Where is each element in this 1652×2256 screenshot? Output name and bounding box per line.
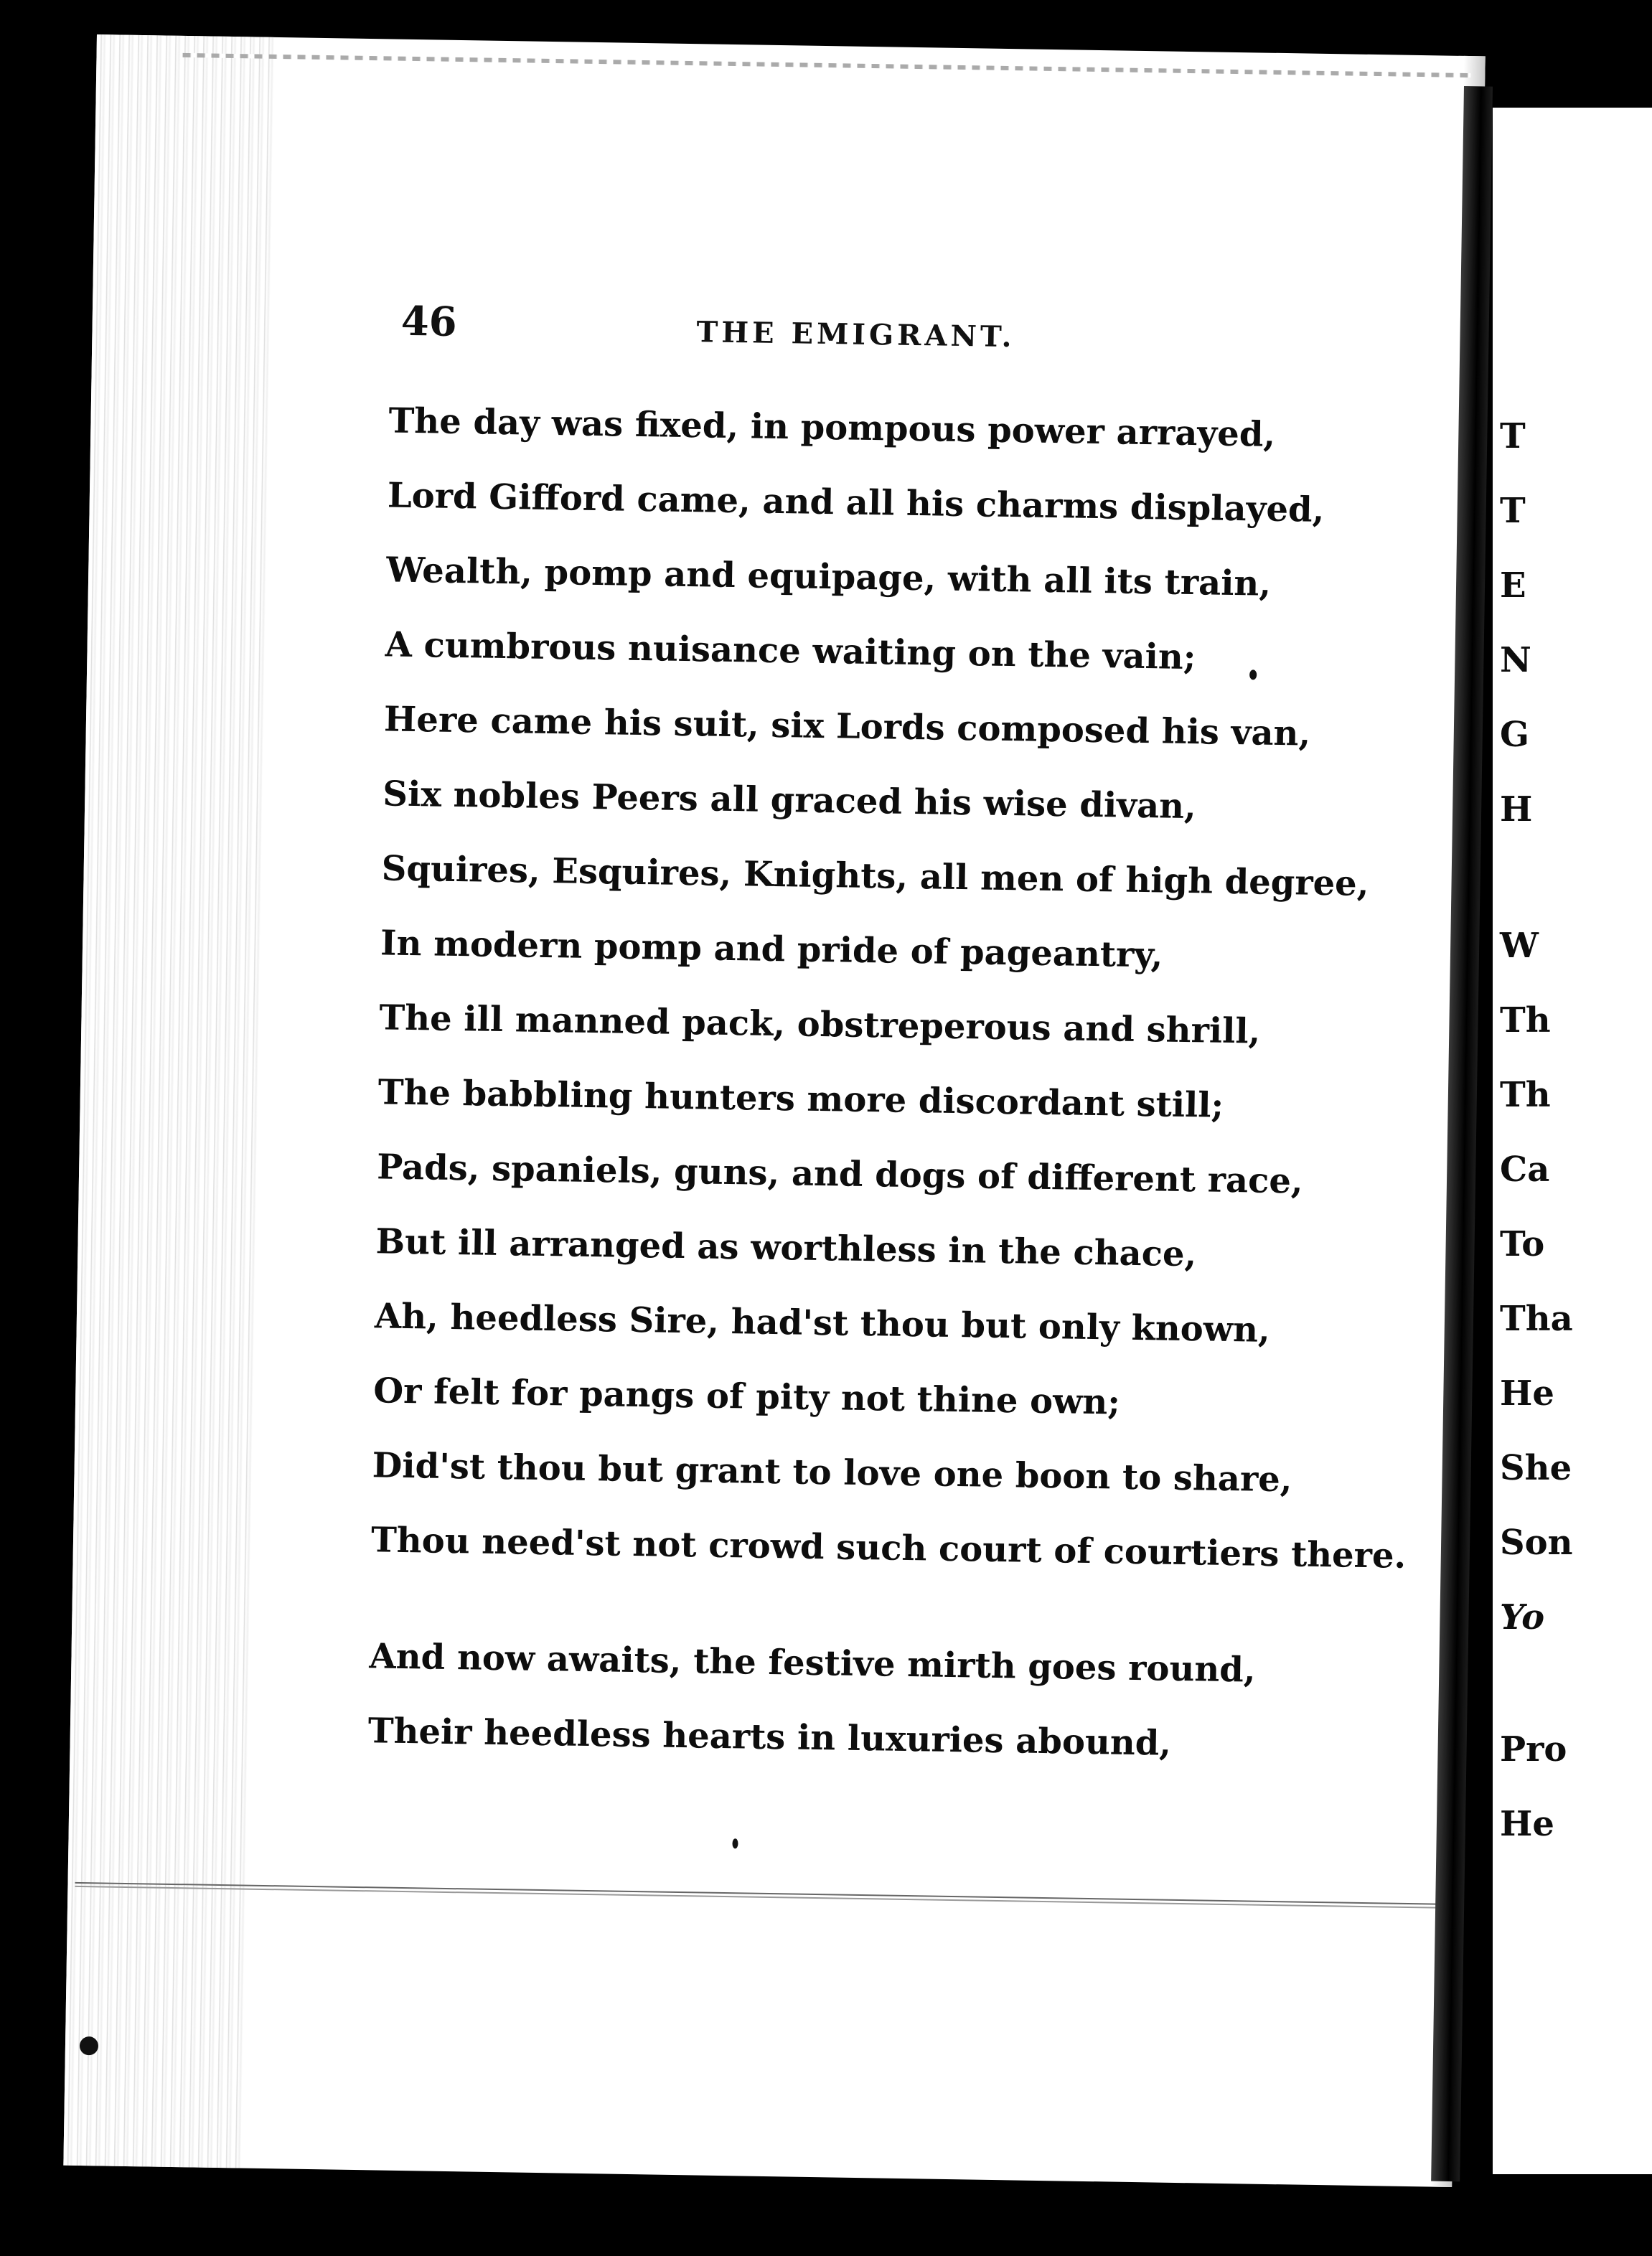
poem-line: Lord Gifford came, and all his charms displayed, [387, 475, 1325, 530]
poem-line: Wealth, pomp and equipage, with all its train, [385, 550, 1272, 604]
poem-line: Here came his suit, six Lords composed his van, [383, 699, 1311, 754]
fragment: He [1500, 1804, 1554, 1844]
poem-line: Squires, Esquires, Knights, all men of high degree, [381, 848, 1369, 904]
fragment: Son [1500, 1523, 1573, 1563]
poem-line: The day was fixed, in pompous power arrayed, [388, 400, 1276, 455]
page-edge-stack [63, 34, 276, 2168]
ink-speck [732, 1838, 738, 1848]
poem-line: Their heedless hearts in luxuries abound, [367, 1711, 1172, 1764]
poem-line: Pads, spaniels, guns, and dogs of different race, [376, 1147, 1304, 1202]
fragment: Tha [1500, 1299, 1573, 1339]
top-edge-rule [183, 53, 1471, 77]
bottom-rule [75, 1882, 1449, 1909]
fragment: E [1500, 565, 1526, 606]
poem-line: Did'st thou but grant to love one boon to share, [372, 1445, 1292, 1500]
fragment: N [1500, 640, 1531, 680]
poem-line: Six nobles Peers all graced his wise divan, [382, 774, 1197, 827]
fragment: Ca [1500, 1150, 1550, 1190]
poem-line: Or felt for pangs of pity not thine own; [372, 1371, 1121, 1423]
poem-line: The babbling hunters more discordant still; [377, 1072, 1224, 1126]
fragment: H [1500, 789, 1533, 829]
fragment: She [1500, 1448, 1572, 1488]
fragment: G [1500, 715, 1529, 755]
poem-text [367, 383, 1407, 1782]
fragment: Th [1500, 1075, 1551, 1115]
fragment: T [1500, 416, 1526, 456]
poem-line: The ill manned pack, obstreperous and shrill, [379, 997, 1261, 1052]
fragment: He [1500, 1373, 1554, 1414]
fragment: Th [1500, 1000, 1551, 1040]
left-page [63, 34, 1485, 2187]
fragment: T [1500, 491, 1526, 531]
page-header [400, 298, 1334, 377]
poem-line: And now awaits, the festive mirth goes round, [369, 1636, 1256, 1691]
fragment: Pro [1500, 1729, 1567, 1769]
poem-line: A cumbrous nuisance waiting on the vain; [385, 624, 1196, 678]
fragment: Yo [1500, 1597, 1545, 1637]
running-title: THE EMIGRANT. [696, 315, 1015, 354]
poem-line: Ah, heedless Sire, had'st thou but only known, [374, 1296, 1271, 1350]
poem-line: But ill arranged as worthless in the chace, [375, 1221, 1197, 1275]
poem-line: In modern pomp and pride of pageantry, [380, 923, 1163, 976]
fragment: To [1500, 1224, 1545, 1264]
poem-line: Thou need'st not crowd such court of courtiers there. [370, 1520, 1407, 1576]
fragment: W [1500, 926, 1539, 966]
page-number: 46 [400, 297, 458, 346]
